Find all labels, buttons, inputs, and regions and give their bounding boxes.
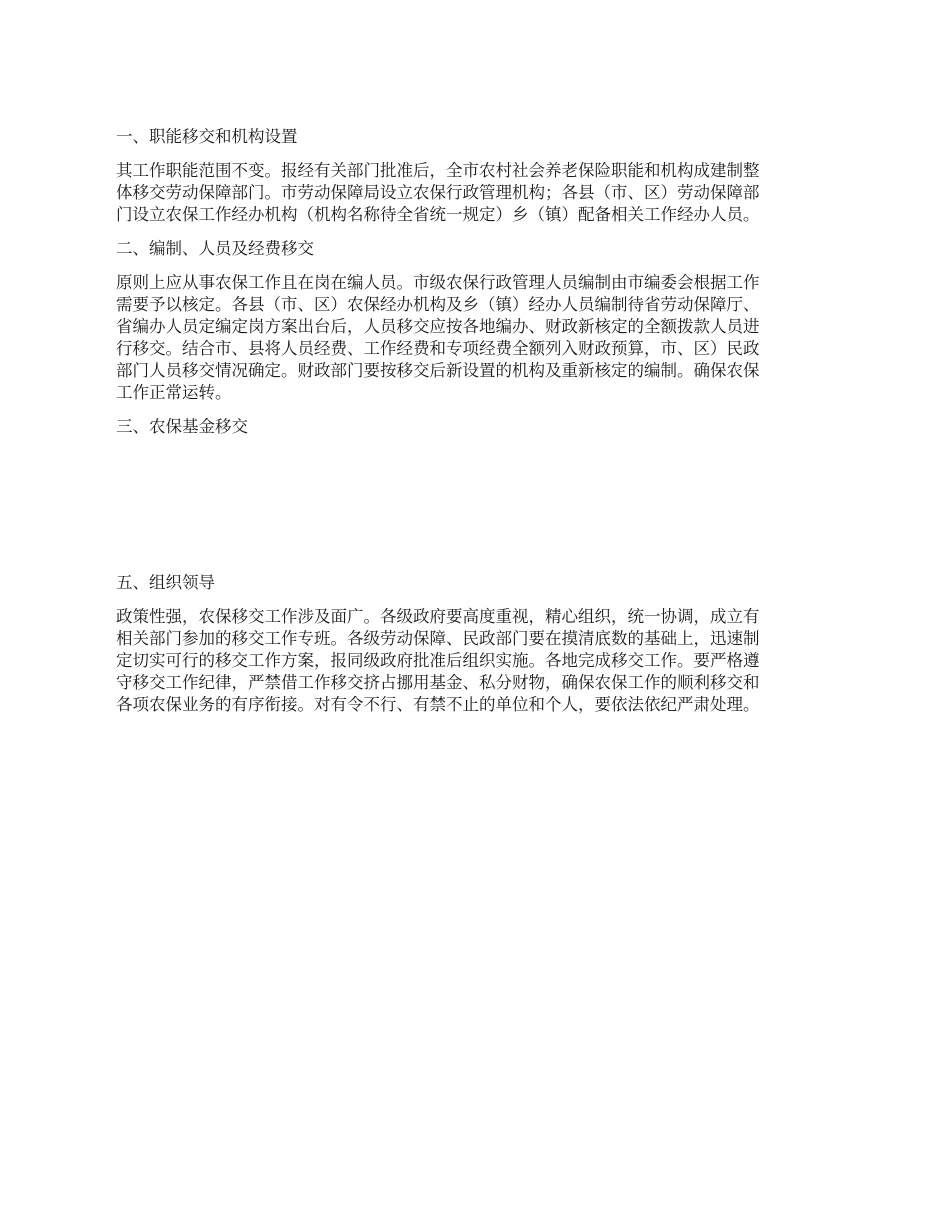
paragraph-line: 定切实可行的移交工作方案，报同级政府批准后组织实施。各地完成移交工作。要严格遵 bbox=[116, 651, 760, 670]
paragraph-line: 各项农保业务的有序衔接。对有令不行、有禁不止的单位和个人，要依法依纪严肃处理。 bbox=[116, 695, 760, 714]
section-heading-5: 五、组织领导 bbox=[116, 573, 215, 592]
section-paragraph-5 bbox=[116, 606, 846, 716]
paragraph-line: 部门人员移交情况确定。财政部门要按移交后新设置的机构及重新核定的编制。确保农保 bbox=[116, 361, 760, 380]
paragraph-line: 门设立农保工作经办机构（机构名称待全省统一规定）乡（镇）配备相关工作经办人员。 bbox=[116, 205, 760, 224]
section-heading-3: 三、农保基金移交 bbox=[116, 417, 248, 436]
blank-space bbox=[116, 450, 846, 570]
section-paragraph-2 bbox=[116, 272, 846, 404]
section-heading-2: 二、编制、人员及经费移交 bbox=[116, 239, 314, 258]
paragraph-line: 其工作职能范围不变。报经有关部门批准后，全市农村社会养老保险职能和机构成建制整 bbox=[116, 161, 760, 180]
paragraph-line: 工作正常运转。 bbox=[116, 383, 232, 402]
paragraph-line: 相关部门参加的移交工作专班。各级劳动保障、民政部门要在摸清底数的基础上，迅速制 bbox=[116, 629, 760, 648]
paragraph-line: 原则上应从事农保工作且在岗在编人员。市级农保行政管理人员编制由市编委会根据工作 bbox=[116, 273, 760, 292]
paragraph-line: 守移交工作纪律，严禁借工作移交挤占挪用基金、私分财物，确保农保工作的顺利移交和 bbox=[116, 673, 760, 692]
section-paragraph-1 bbox=[116, 160, 846, 226]
paragraph-line: 体移交劳动保障部门。市劳动保障局设立农保行政管理机构；各县（市、区）劳动保障部 bbox=[116, 183, 760, 202]
section-heading-1: 一、职能移交和机构设置 bbox=[116, 127, 298, 146]
paragraph-line: 政策性强，农保移交工作涉及面广。各级政府要高度重视，精心组织，统一协调，成立有 bbox=[116, 607, 760, 626]
paragraph-line: 需要予以核定。各县（市、区）农保经办机构及乡（镇）经办人员编制待省劳动保障厅、 bbox=[116, 295, 760, 314]
document-body bbox=[116, 124, 846, 726]
paragraph-line: 省编办人员定编定岗方案出台后，人员移交应按各地编办、财政新核定的全额拨款人员进 bbox=[116, 317, 760, 336]
paragraph-line: 行移交。结合市、县将人员经费、工作经费和专项经费全额列入财政预算，市、区）民政 bbox=[116, 339, 760, 358]
